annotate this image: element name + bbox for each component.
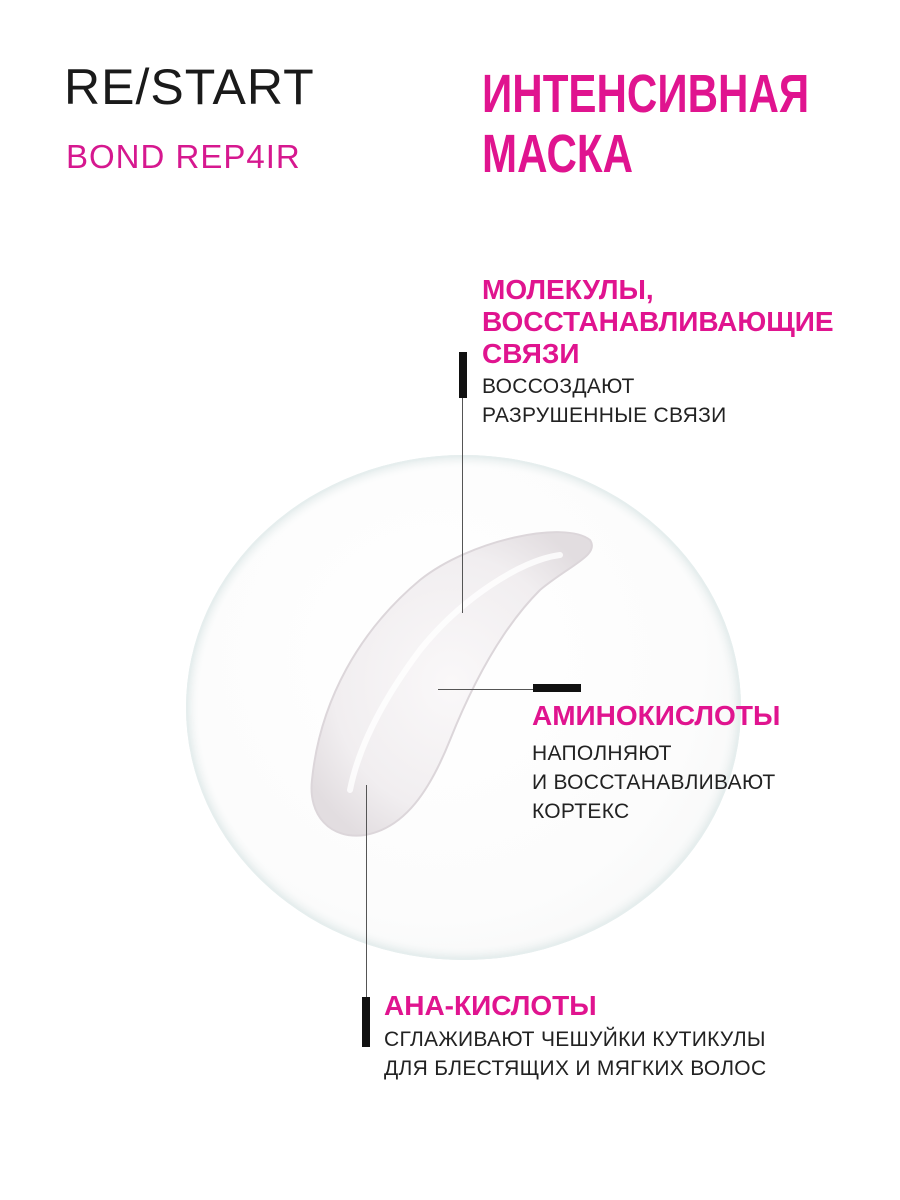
feature-2-accent-bar <box>533 684 581 692</box>
headline-line-2: МАСКА <box>482 124 634 184</box>
feature-1-accent-bar <box>459 352 467 398</box>
feature-3-desc-line: СГЛАЖИВАЮТ ЧЕШУЙКИ КУТИКУЛЫ <box>384 1028 766 1051</box>
feature-2-leader-line <box>438 689 534 690</box>
feature-3-desc-line: ДЛЯ БЛЕСТЯЩИХ И МЯГКИХ ВОЛОС <box>384 1057 767 1080</box>
headline-line-1: ИНТЕНСИВНАЯ <box>482 64 810 124</box>
feature-1-desc-line: РАЗРУШЕННЫЕ СВЯЗИ <box>482 404 727 427</box>
feature-2-desc-line: КОРТЕКС <box>532 800 630 823</box>
feature-1-title-line: СВЯЗИ <box>482 338 580 369</box>
feature-3-title-line: АНА-КИСЛОТЫ <box>384 990 597 1021</box>
feature-3-description <box>384 1025 766 1083</box>
feature-1-title <box>482 274 834 370</box>
feature-2-description <box>532 739 775 826</box>
feature-2-desc-line: НАПОЛНЯЮТ <box>532 742 672 765</box>
feature-1-title-line: ВОССТАНАВЛИВАЮЩИЕ <box>482 306 834 337</box>
feature-2-desc-line: И ВОССТАНАВЛИВАЮТ <box>532 771 776 794</box>
feature-3-title <box>384 990 597 1022</box>
feature-2-title <box>532 700 780 732</box>
feature-1-description <box>482 372 726 430</box>
feature-3-leader-line <box>366 785 367 997</box>
feature-2-title-line: АМИНОКИСЛОТЫ <box>532 700 781 731</box>
feature-1-desc-line: ВОССОЗДАЮТ <box>482 375 635 398</box>
logo-wordmark: RE/START <box>64 59 315 115</box>
feature-1-leader-line <box>462 398 463 613</box>
feature-1-title-line: МОЛЕКУЛЫ, <box>482 274 654 305</box>
logo-subline: BOND REP4IR <box>66 138 301 175</box>
feature-3-accent-bar <box>362 997 370 1047</box>
